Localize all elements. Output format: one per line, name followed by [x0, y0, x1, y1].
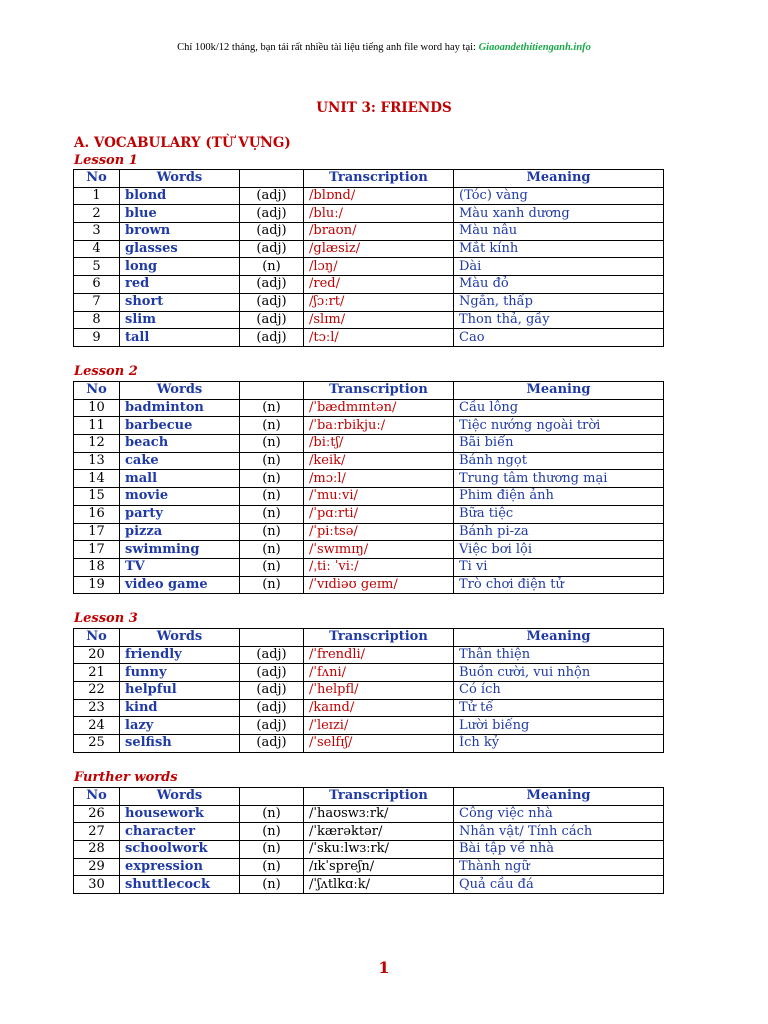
- cell-no: 9: [74, 329, 120, 347]
- cell-no: 8: [74, 311, 120, 329]
- cell-type: (n): [240, 505, 304, 523]
- cell-meaning: Công việc nhà: [454, 805, 664, 823]
- cell-transcription: /biːtʃ/: [304, 435, 454, 453]
- vocab-table: [73, 169, 664, 347]
- cell-no: 4: [74, 240, 120, 258]
- table-row: [74, 329, 664, 347]
- cell-transcription: /ˈfʌni/: [304, 664, 454, 682]
- cell-word: beach: [120, 435, 240, 453]
- cell-word: party: [120, 505, 240, 523]
- cell-no: 19: [74, 576, 120, 594]
- header-transcription: Transcription: [304, 382, 454, 400]
- cell-no: 23: [74, 699, 120, 717]
- cell-no: 21: [74, 664, 120, 682]
- cell-word: brown: [120, 223, 240, 241]
- table-row: [74, 223, 664, 241]
- cell-type: (n): [240, 258, 304, 276]
- cell-transcription: /kaɪnd/: [304, 699, 454, 717]
- cell-type: (n): [240, 876, 304, 894]
- cell-no: 13: [74, 452, 120, 470]
- cell-no: 30: [74, 876, 120, 894]
- header-type: [240, 382, 304, 400]
- table-row: [74, 258, 664, 276]
- table-row: [74, 452, 664, 470]
- cell-transcription: /bluː/: [304, 205, 454, 223]
- table-row: [74, 682, 664, 700]
- header-site-link[interactable]: Giaoandethitienganh.info: [478, 42, 591, 53]
- table-header-row: [74, 629, 664, 647]
- table-row: [74, 293, 664, 311]
- cell-word: slim: [120, 311, 240, 329]
- cell-type: (n): [240, 435, 304, 453]
- cell-word: helpful: [120, 682, 240, 700]
- header-meaning: Meaning: [454, 629, 664, 647]
- cell-word: glasses: [120, 240, 240, 258]
- cell-no: 28: [74, 841, 120, 859]
- table-row: [74, 699, 664, 717]
- header-meaning: Meaning: [454, 382, 664, 400]
- cell-no: 3: [74, 223, 120, 241]
- cell-type: (n): [240, 541, 304, 559]
- cell-type: (adj): [240, 682, 304, 700]
- header-no: No: [74, 170, 120, 188]
- cell-meaning: Màu xanh dương: [454, 205, 664, 223]
- table-row: [74, 717, 664, 735]
- cell-no: 18: [74, 558, 120, 576]
- cell-type: (adj): [240, 717, 304, 735]
- cell-meaning: Việc bơi lội: [454, 541, 664, 559]
- cell-meaning: Có ích: [454, 682, 664, 700]
- cell-word: movie: [120, 488, 240, 506]
- cell-transcription: /ˈhaʊswɜːrk/: [304, 805, 454, 823]
- table-row: [74, 399, 664, 417]
- cell-meaning: Quả cầu đá: [454, 876, 664, 894]
- table-row: [74, 735, 664, 753]
- cell-meaning: Ti vi: [454, 558, 664, 576]
- cell-type: (adj): [240, 664, 304, 682]
- cell-transcription: /tɔːl/: [304, 329, 454, 347]
- table-row: [74, 205, 664, 223]
- cell-transcription: /ˈpiːtsə/: [304, 523, 454, 541]
- cell-type: (adj): [240, 276, 304, 294]
- header-words: Words: [120, 788, 240, 806]
- cell-transcription: /ˈhelpfl/: [304, 682, 454, 700]
- cell-word: barbecue: [120, 417, 240, 435]
- page-number: 1: [378, 958, 390, 977]
- table-row: [74, 276, 664, 294]
- cell-transcription: /braʊn/: [304, 223, 454, 241]
- cell-no: 5: [74, 258, 120, 276]
- cell-word: cake: [120, 452, 240, 470]
- cell-meaning: Trung tâm thương mại: [454, 470, 664, 488]
- cell-type: (n): [240, 823, 304, 841]
- cell-meaning: Tiệc nướng ngoài trời: [454, 417, 664, 435]
- cell-word: funny: [120, 664, 240, 682]
- header-meaning: Meaning: [454, 788, 664, 806]
- cell-transcription: /ˈpɑːrti/: [304, 505, 454, 523]
- header-words: Words: [120, 629, 240, 647]
- cell-transcription: /ʃɔːrt/: [304, 293, 454, 311]
- cell-type: (adj): [240, 223, 304, 241]
- cell-meaning: Buồn cười, vui nhộn: [454, 664, 664, 682]
- cell-word: badminton: [120, 399, 240, 417]
- cell-no: 12: [74, 435, 120, 453]
- cell-no: 20: [74, 646, 120, 664]
- cell-meaning: Ích kỷ: [454, 735, 664, 753]
- cell-meaning: Màu nâu: [454, 223, 664, 241]
- header-type: [240, 788, 304, 806]
- cell-word: blue: [120, 205, 240, 223]
- cell-no: 25: [74, 735, 120, 753]
- cell-no: 10: [74, 399, 120, 417]
- header-meaning: Meaning: [454, 170, 664, 188]
- cell-transcription: /keik/: [304, 452, 454, 470]
- vocab-table: [73, 787, 664, 894]
- table-row: [74, 523, 664, 541]
- cell-type: (n): [240, 576, 304, 594]
- cell-meaning: Bữa tiệc: [454, 505, 664, 523]
- cell-meaning: Ngắn, thấp: [454, 293, 664, 311]
- cell-type: (n): [240, 805, 304, 823]
- cell-meaning: Tử tế: [454, 699, 664, 717]
- header-type: [240, 629, 304, 647]
- table-header-row: [74, 382, 664, 400]
- unit-title: UNIT 3: FRIENDS: [316, 100, 452, 116]
- cell-no: 15: [74, 488, 120, 506]
- cell-no: 22: [74, 682, 120, 700]
- cell-meaning: Dài: [454, 258, 664, 276]
- cell-meaning: Bài tập về nhà: [454, 841, 664, 859]
- table-row: [74, 505, 664, 523]
- cell-meaning: Cầu lông: [454, 399, 664, 417]
- cell-transcription: /ˈswɪmɪŋ/: [304, 541, 454, 559]
- table-row: [74, 187, 664, 205]
- cell-type: (adj): [240, 205, 304, 223]
- header-no: No: [74, 788, 120, 806]
- cell-meaning: Cao: [454, 329, 664, 347]
- header-type: [240, 170, 304, 188]
- header-no: No: [74, 382, 120, 400]
- cell-meaning: Mắt kính: [454, 240, 664, 258]
- cell-no: 26: [74, 805, 120, 823]
- cell-meaning: Phim điện ảnh: [454, 488, 664, 506]
- cell-transcription: /ˈʃʌtlkɑːk/: [304, 876, 454, 894]
- table-row: [74, 541, 664, 559]
- cell-no: 29: [74, 858, 120, 876]
- cell-type: (n): [240, 488, 304, 506]
- cell-meaning: Nhân vật/ Tính cách: [454, 823, 664, 841]
- vocab-table: [73, 628, 664, 753]
- table-row: [74, 470, 664, 488]
- cell-word: shuttlecock: [120, 876, 240, 894]
- cell-no: 17: [74, 541, 120, 559]
- cell-word: short: [120, 293, 240, 311]
- table-row: [74, 805, 664, 823]
- cell-type: (n): [240, 858, 304, 876]
- table-row: [74, 576, 664, 594]
- cell-no: 17: [74, 523, 120, 541]
- cell-no: 1: [74, 187, 120, 205]
- cell-type: (n): [240, 841, 304, 859]
- lesson-title: Lesson 3: [74, 611, 138, 626]
- header-transcription: Transcription: [304, 170, 454, 188]
- cell-meaning: Bãi biển: [454, 435, 664, 453]
- cell-transcription: /ˈkærəktər/: [304, 823, 454, 841]
- cell-meaning: Thành ngữ: [454, 858, 664, 876]
- cell-transcription: /ˈleɪzi/: [304, 717, 454, 735]
- cell-type: (n): [240, 417, 304, 435]
- cell-word: character: [120, 823, 240, 841]
- cell-word: swimming: [120, 541, 240, 559]
- table-row: [74, 858, 664, 876]
- cell-transcription: /ˈbædmɪntən/: [304, 399, 454, 417]
- cell-word: friendly: [120, 646, 240, 664]
- table-row: [74, 876, 664, 894]
- cell-meaning: Bánh pi-za: [454, 523, 664, 541]
- table-header-row: [74, 170, 664, 188]
- cell-type: (n): [240, 523, 304, 541]
- cell-transcription: /ˈmuːvi/: [304, 488, 454, 506]
- table-row: [74, 240, 664, 258]
- cell-no: 16: [74, 505, 120, 523]
- cell-transcription: /ˈbaːrbikjuː/: [304, 417, 454, 435]
- cell-no: 14: [74, 470, 120, 488]
- table-row: [74, 488, 664, 506]
- cell-type: (adj): [240, 311, 304, 329]
- lesson-title: Further words: [74, 770, 178, 785]
- cell-type: (adj): [240, 187, 304, 205]
- cell-transcription: /slɪm/: [304, 311, 454, 329]
- cell-type: (n): [240, 470, 304, 488]
- cell-word: expression: [120, 858, 240, 876]
- header-transcription: Transcription: [304, 788, 454, 806]
- cell-word: long: [120, 258, 240, 276]
- cell-no: 7: [74, 293, 120, 311]
- table-row: [74, 435, 664, 453]
- table-row: [74, 664, 664, 682]
- cell-transcription: /lɔŋ/: [304, 258, 454, 276]
- section-title: A. VOCABULARY (TỪ VỰNG): [74, 135, 291, 151]
- lesson-title: Lesson 1: [74, 153, 138, 168]
- cell-transcription: /glæsiz/: [304, 240, 454, 258]
- table-row: [74, 646, 664, 664]
- cell-no: 6: [74, 276, 120, 294]
- cell-no: 11: [74, 417, 120, 435]
- table-row: [74, 823, 664, 841]
- cell-word: video game: [120, 576, 240, 594]
- cell-word: TV: [120, 558, 240, 576]
- cell-meaning: Thon thả, gầy: [454, 311, 664, 329]
- cell-no: 24: [74, 717, 120, 735]
- cell-word: mall: [120, 470, 240, 488]
- cell-word: tall: [120, 329, 240, 347]
- cell-word: schoolwork: [120, 841, 240, 859]
- cell-word: kind: [120, 699, 240, 717]
- table-row: [74, 841, 664, 859]
- cell-meaning: Thân thiện: [454, 646, 664, 664]
- header-note: [0, 42, 768, 53]
- cell-transcription: /ˌtiː ˈviː/: [304, 558, 454, 576]
- header-no: No: [74, 629, 120, 647]
- cell-type: (adj): [240, 240, 304, 258]
- cell-transcription: /blɒnd/: [304, 187, 454, 205]
- cell-word: red: [120, 276, 240, 294]
- table-row: [74, 417, 664, 435]
- cell-type: (adj): [240, 329, 304, 347]
- table-header-row: [74, 788, 664, 806]
- cell-meaning: (Tóc) vàng: [454, 187, 664, 205]
- cell-type: (adj): [240, 699, 304, 717]
- cell-word: pizza: [120, 523, 240, 541]
- cell-type: (adj): [240, 293, 304, 311]
- cell-type: (n): [240, 399, 304, 417]
- header-transcription: Transcription: [304, 629, 454, 647]
- cell-meaning: Bánh ngọt: [454, 452, 664, 470]
- header-note-text: Chỉ 100k/12 tháng, bạn tải rất nhiều tài liệu tiếng anh file word hay tại:: [177, 42, 476, 53]
- table-row: [74, 558, 664, 576]
- cell-meaning: Màu đỏ: [454, 276, 664, 294]
- cell-type: (adj): [240, 735, 304, 753]
- cell-no: 2: [74, 205, 120, 223]
- cell-word: blond: [120, 187, 240, 205]
- cell-word: housework: [120, 805, 240, 823]
- cell-transcription: /ˈskuːlwɜːrk/: [304, 841, 454, 859]
- cell-transcription: /ˈselfɪʃ/: [304, 735, 454, 753]
- cell-word: lazy: [120, 717, 240, 735]
- cell-transcription: /ɪkˈspreʃn/: [304, 858, 454, 876]
- cell-type: (n): [240, 558, 304, 576]
- cell-transcription: /ˈfrendli/: [304, 646, 454, 664]
- vocab-table: [73, 381, 664, 594]
- cell-type: (n): [240, 452, 304, 470]
- lesson-title: Lesson 2: [74, 364, 138, 379]
- table-row: [74, 311, 664, 329]
- cell-meaning: Trò chơi điện tử: [454, 576, 664, 594]
- cell-transcription: /ˈvɪdiəʊ geɪm/: [304, 576, 454, 594]
- cell-transcription: /red/: [304, 276, 454, 294]
- cell-type: (adj): [240, 646, 304, 664]
- cell-word: selfish: [120, 735, 240, 753]
- cell-no: 27: [74, 823, 120, 841]
- cell-meaning: Lười biếng: [454, 717, 664, 735]
- header-words: Words: [120, 382, 240, 400]
- cell-transcription: /mɔːl/: [304, 470, 454, 488]
- header-words: Words: [120, 170, 240, 188]
